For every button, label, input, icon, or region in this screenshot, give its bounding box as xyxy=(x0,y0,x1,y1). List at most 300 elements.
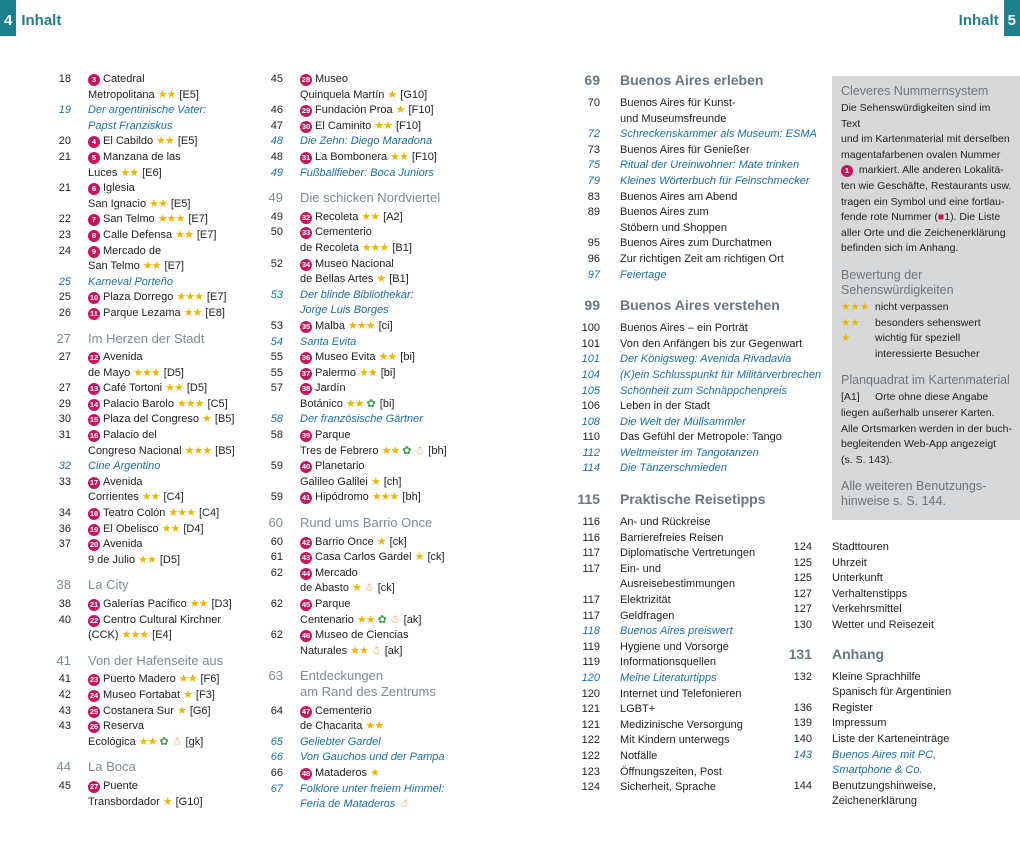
toc-entry xyxy=(570,321,820,337)
entry-label: de Abasto xyxy=(300,582,349,595)
toc-entry xyxy=(53,412,263,428)
map-grid-ref: [B5] xyxy=(215,444,235,457)
section-heading xyxy=(265,190,505,206)
page-number: 58 xyxy=(270,429,283,442)
toc-entry xyxy=(570,430,820,446)
entry-label: Teatro Colón xyxy=(103,507,166,520)
entry-label: Centenario xyxy=(300,613,354,626)
entry-label: Barrio Once xyxy=(315,535,374,548)
entry-text xyxy=(300,412,505,428)
entry-label: Die schicken Nordviertel xyxy=(300,190,441,206)
rating-stars: ★ xyxy=(369,766,379,779)
entry-text xyxy=(300,628,505,644)
entry-label: Luces xyxy=(88,166,118,179)
kids-icon: ☃ xyxy=(389,613,400,626)
sight-number-badge: 44 xyxy=(301,568,311,578)
toc-entry xyxy=(265,303,505,319)
page-number: 24 xyxy=(58,244,71,257)
rating-stars: ★ xyxy=(387,88,397,101)
rating-stars: ★★ xyxy=(165,382,183,395)
entry-label: Stadttouren xyxy=(832,541,889,553)
map-grid-ref: [E4] xyxy=(152,629,172,642)
toc-entry xyxy=(265,719,505,735)
info-box: Cleveres Nummernsystem Die Sehenswürdigkeiten sind im Text und im Kartenmaterial mit derselben magentafarbenen ovalen Nummer 1 markiert. Alle anderen Lokalitä- ten wie Geschäfte, Restaurants usw. tragen ein Symbol und eine fortlau- fende rote Nummer (■1). Die Liste aller Orte und die Zeichenerklärung befinden sich im Anhang. Bewertung der Sehenswürdigkeiten ★★★ nicht verpassen ★★ besonders sehenswert ★ wichtig für speziell interessierte Besucher Planquadrat im Kartenmaterial [A1] Orte ohne diese Angabe liegen außerhalb unserer Karten. Alle Ortsmarken werden in der buch- begleitenden Web-App angezeigt (s. S. 143). Alle weiteren Benutzungs-hinweise s. S. 144. xyxy=(832,76,1020,520)
entry-text xyxy=(88,412,263,428)
entry-text xyxy=(88,628,263,644)
sight-number-badge: 35 xyxy=(301,321,311,331)
entry-text xyxy=(300,166,505,182)
entry-label: Transbordador xyxy=(88,795,160,808)
entry-text xyxy=(300,241,505,257)
map-grid-ref: [ck] xyxy=(427,551,445,564)
toc-entry xyxy=(265,459,505,475)
page-number: 120 xyxy=(581,672,600,684)
entry-label: und Museumsfreunde xyxy=(620,112,727,125)
sight-number-badge: 24 xyxy=(89,690,99,700)
entry-label: Reserva xyxy=(103,720,144,733)
entry-text xyxy=(300,190,505,206)
toc-entry xyxy=(53,134,263,150)
entry-text xyxy=(88,88,263,104)
sight-number-badge: 32 xyxy=(301,212,311,222)
entry-label: Der Königsweg: Avenida Rivadavia xyxy=(620,353,792,366)
entry-text xyxy=(88,103,263,119)
page-number: 41 xyxy=(58,673,71,686)
toc-entry xyxy=(570,96,820,112)
section-heading xyxy=(782,646,1012,662)
right-page-title: Inhalt xyxy=(958,12,999,29)
entry-text xyxy=(300,103,505,119)
toc-entry xyxy=(53,197,263,213)
toc-entry xyxy=(53,628,263,644)
page-number: 38 xyxy=(56,577,71,593)
toc-entry xyxy=(782,587,1012,603)
entry-label: Puente xyxy=(103,779,138,792)
toc-entry xyxy=(53,672,263,688)
entry-label: Mit Kindern unterwegs xyxy=(620,734,730,747)
rating-stars: ★★ xyxy=(161,522,180,535)
entry-text xyxy=(88,366,263,382)
entry-label: Puerto Madero xyxy=(103,673,176,686)
map-grid-ref: [D3] xyxy=(211,598,232,610)
page-number: 52 xyxy=(270,257,283,270)
toc-entry xyxy=(265,782,505,798)
page-number: 66 xyxy=(270,751,283,764)
entry-text xyxy=(88,444,263,460)
page-number: 33 xyxy=(58,475,71,488)
toc-entry xyxy=(53,735,263,751)
rating-stars: ★★★ xyxy=(176,291,203,304)
toc-entry xyxy=(265,381,505,397)
entry-text xyxy=(300,150,505,166)
rating-stars: ★★ xyxy=(378,351,397,364)
toc-entry xyxy=(570,236,820,252)
rating-row xyxy=(841,300,1012,316)
rating-stars: ★★ xyxy=(374,119,392,132)
toc-entry xyxy=(570,415,820,431)
toc-entry xyxy=(265,735,505,751)
rating-stars: ★★ xyxy=(358,366,377,379)
sight-number-badge: 7 xyxy=(88,214,100,226)
entry-text xyxy=(300,257,505,273)
rating-stars xyxy=(841,347,875,363)
entry-label: Planetario xyxy=(315,460,365,473)
section-heading xyxy=(53,577,263,593)
red-number-icon: ■ xyxy=(937,211,945,224)
entry-label: Museo de Ciencias xyxy=(315,629,409,642)
toc-entry xyxy=(265,288,505,304)
rating-stars: ★★★ xyxy=(361,241,389,254)
toc-entry xyxy=(265,397,505,413)
entry-label: Fußballfieber: Boca Juniors xyxy=(300,166,434,179)
toc-entry xyxy=(265,766,505,782)
toc-entry xyxy=(265,490,505,506)
sight-number-badge: 25 xyxy=(89,706,99,716)
rating-stars: ★★ xyxy=(138,735,157,748)
entry-text xyxy=(88,397,263,413)
entry-text xyxy=(300,766,505,782)
section-heading xyxy=(570,297,820,313)
page-number: 70 xyxy=(587,97,600,109)
rating-stars: ★★ xyxy=(178,673,197,686)
entry-text xyxy=(88,275,263,291)
entry-label: Santa Evita xyxy=(300,335,357,348)
entry-label: Buenos Aires zum xyxy=(620,206,709,219)
page-number: 36 xyxy=(58,522,71,535)
entry-label: San Telmo xyxy=(88,260,140,273)
page-number: 119 xyxy=(582,656,600,669)
entry-text xyxy=(300,735,505,751)
page-number: 34 xyxy=(58,507,71,520)
rating-stars: ★★ xyxy=(175,228,193,241)
rating-stars: ★★ xyxy=(350,644,368,657)
section-heading xyxy=(265,515,505,531)
entry-label: Liste der Karteneinträge xyxy=(832,732,950,745)
sight-number-badge: 14 xyxy=(89,399,99,409)
entry-label: Calle Defensa xyxy=(103,228,173,241)
page-number: 127 xyxy=(793,587,812,600)
entry-label: Hygiene und Vorsorge xyxy=(620,640,729,653)
toc-entry xyxy=(570,515,820,531)
toc-entry xyxy=(53,704,263,720)
entry-label: Ausreisebestimmungen xyxy=(620,578,735,591)
toc-entry xyxy=(265,628,505,644)
entry-label: Von den Anfängen bis zur Gegenwart xyxy=(620,337,803,350)
toc-entry xyxy=(570,205,820,221)
sight-number-badge: 16 xyxy=(89,431,99,441)
toc-entry xyxy=(53,688,263,704)
entry-text xyxy=(88,688,263,704)
sight-number-badge: 3 xyxy=(88,74,100,86)
entry-text xyxy=(300,381,505,397)
entry-label: Mercado xyxy=(315,566,358,579)
rating-stars: ★★ xyxy=(390,150,408,163)
map-grid-ref: [C4] xyxy=(163,491,184,504)
toc-entry xyxy=(265,166,505,182)
toc-entry xyxy=(570,112,820,128)
entry-label: Jardín xyxy=(315,382,346,395)
entry-label: Unterkunft xyxy=(832,572,883,585)
info-text-numbering: Die Sehenswürdigkeiten sind im Text und im Kartenmaterial mit derselben magentafarbenen ovalen Nummer 1 markiert. Alle anderen Lokalitä- ten wie Geschäfte, Restaurants usw. tragen ein Symbol und eine fortlau- fende rote Nummer (■1). Die Liste aller Orte und die Zeichenerklärung befinden sich im Anhang. xyxy=(841,102,1012,255)
entry-label: Iglesia xyxy=(103,182,135,195)
entry-label: Folklore unter freiem Himmel: xyxy=(300,782,445,795)
entry-label: Benutzungshinweise, xyxy=(832,779,936,792)
rating-text: interessierte Besucher xyxy=(875,347,980,360)
toc-entry xyxy=(53,553,263,569)
entry-label: Jorge Luis Borges xyxy=(300,304,389,317)
page-number: 116 xyxy=(582,531,600,544)
sight-number-badge: 10 xyxy=(89,293,99,303)
toc-entry xyxy=(265,241,505,257)
page-number: 122 xyxy=(581,734,600,747)
entry-text xyxy=(300,515,505,531)
page-number: 79 xyxy=(587,174,600,187)
map-grid-ref: [E6] xyxy=(142,166,162,179)
rating-stars: ★★ xyxy=(138,553,156,566)
page-number: 110 xyxy=(582,431,600,444)
page-number: 101 xyxy=(581,353,600,366)
map-grid-ref: [F10] xyxy=(395,119,422,132)
sight-number-badge: 30 xyxy=(301,121,311,131)
rating-stars: ★★★ xyxy=(347,319,375,332)
toc-entry xyxy=(53,719,263,735)
kids-icon: ☃ xyxy=(398,798,409,811)
entry-label: Notfälle xyxy=(620,749,658,762)
toc-entry xyxy=(570,399,820,415)
entry-label: Der argentinische Vater: xyxy=(88,104,207,117)
entry-label: Von der Hafenseite aus xyxy=(88,652,224,668)
toc-entry xyxy=(53,72,263,88)
rating-stars: ★★ xyxy=(141,491,160,504)
toc-entry xyxy=(53,459,263,475)
map-grid-ref: [C5] xyxy=(207,397,228,410)
map-grid-ref: [E5] xyxy=(170,197,191,210)
toc-entry xyxy=(53,428,263,444)
sight-number-badge: 8 xyxy=(88,230,100,242)
entry-label: Barrierefreies Reisen xyxy=(620,531,724,544)
entry-text xyxy=(88,331,263,347)
toc-entry xyxy=(265,550,505,566)
nature-icon: ✿ xyxy=(159,735,169,748)
entry-text xyxy=(300,490,505,506)
page-number: 63 xyxy=(268,668,283,684)
entry-label: Casa Carlos Gardel xyxy=(315,551,412,564)
page-number: 59 xyxy=(270,491,283,504)
entry-text xyxy=(300,535,505,551)
page-number: 26 xyxy=(58,306,71,319)
section-heading xyxy=(570,72,820,88)
entry-label: La City xyxy=(88,577,129,593)
rating-stars: ★★ xyxy=(381,444,400,457)
page-number: 45 xyxy=(270,73,283,85)
toc-entry xyxy=(570,368,820,384)
toc-entry xyxy=(53,475,263,491)
toc-entry xyxy=(53,444,263,460)
map-grid-ref: [G10] xyxy=(400,88,428,101)
section-heading xyxy=(53,653,263,669)
rating-stars: ★ xyxy=(841,332,851,345)
sight-number-badge: 39 xyxy=(301,431,311,441)
page-number: 43 xyxy=(58,704,71,717)
entry-label: Zur richtigen Zeit am richtigen Ort xyxy=(620,252,784,265)
entry-label: Avenida xyxy=(103,538,143,551)
page-number: 46 xyxy=(270,104,283,117)
entry-label: Stöbern und Shoppen xyxy=(620,221,728,234)
page-number: 99 xyxy=(584,297,600,314)
toc-entry xyxy=(570,337,820,353)
sight-number-badge: 23 xyxy=(89,675,99,685)
entry-text xyxy=(88,350,263,366)
map-grid-ref: [A2] xyxy=(383,210,403,223)
sight-number-badge: 48 xyxy=(301,768,311,778)
rating-text: wichtig für speziell xyxy=(875,332,961,345)
sight-number-badge: 45 xyxy=(301,600,311,609)
page-number: 41 xyxy=(56,652,71,668)
map-grid-ref: [D4] xyxy=(183,522,204,535)
entry-text xyxy=(300,72,505,88)
map-grid-ref: [E5] xyxy=(179,88,199,101)
entry-label: Geliebter Gardel xyxy=(300,735,381,748)
entry-label: Tres de Febrero xyxy=(300,444,379,457)
sight-number-badge: 17 xyxy=(89,477,99,487)
page-number: 112 xyxy=(582,446,600,459)
entry-label: Schönheit zum Schnäppchenpreis xyxy=(620,384,787,397)
map-grid-ref: [bi] xyxy=(379,397,395,410)
entry-text xyxy=(300,134,505,150)
toc-entry xyxy=(265,272,505,288)
toc-entry xyxy=(782,779,1012,795)
rating-row xyxy=(841,347,1012,363)
toc-entry xyxy=(265,412,505,428)
entry-label: Museo Nacional xyxy=(315,257,394,270)
entry-text xyxy=(300,644,505,660)
sight-number-badge: 43 xyxy=(301,553,311,563)
page-number: 65 xyxy=(270,735,283,748)
sight-number-badge: 34 xyxy=(301,259,311,269)
rating-stars: ★ xyxy=(202,413,211,426)
page-number: 97 xyxy=(587,268,600,281)
toc-entry xyxy=(53,228,263,244)
entry-label: Geldfragen xyxy=(620,609,675,622)
sight-number-badge: 27 xyxy=(89,781,99,791)
page-number: 101 xyxy=(581,337,600,350)
entry-text xyxy=(88,259,263,275)
entry-label: Quinquela Martín xyxy=(300,88,385,101)
page-number: 55 xyxy=(270,366,283,379)
toc-entry xyxy=(570,268,820,284)
rating-stars: ★★ xyxy=(361,210,380,223)
info-heading-grid: Planquadrat im Kartenmaterial xyxy=(841,373,1010,388)
kids-icon: ☃ xyxy=(171,735,182,748)
map-grid-ref: [B1] xyxy=(389,273,409,286)
page-number: 21 xyxy=(58,182,71,195)
section-heading xyxy=(53,331,263,347)
sight-number-badge: 15 xyxy=(89,415,99,425)
page-number: 43 xyxy=(58,720,71,733)
toc-entry xyxy=(782,763,1012,779)
page-number: 54 xyxy=(270,335,283,348)
entry-text xyxy=(300,366,505,382)
map-grid-ref: [ak] xyxy=(384,644,403,657)
entry-text xyxy=(88,181,263,197)
entry-label: Buenos Aires mit PC, xyxy=(832,748,937,761)
map-grid-ref: [bi] xyxy=(380,366,396,379)
page-number: 72 xyxy=(587,128,600,141)
toc-entry xyxy=(265,257,505,273)
page-number: 136 xyxy=(793,701,812,714)
toc-entry xyxy=(782,602,1012,618)
entry-label: El Obelisco xyxy=(103,522,159,535)
toc-entry xyxy=(53,613,263,629)
entry-label: Cementerio xyxy=(315,704,372,717)
page-number: 73 xyxy=(587,143,600,156)
map-grid-ref: [E7] xyxy=(206,291,227,304)
sight-number-badge: 22 xyxy=(89,615,99,625)
page-number: 18 xyxy=(58,73,71,85)
page-number: 38 xyxy=(58,598,71,610)
toc-entry xyxy=(782,716,1012,732)
entry-label: Fundación Proa xyxy=(315,104,393,117)
entry-label: Museo xyxy=(315,73,349,85)
entry-label: Museo Evita xyxy=(315,351,376,364)
rating-stars: ★★★ xyxy=(841,300,870,313)
info-heading-rating: Bewertung der Sehenswürdigkeiten xyxy=(841,267,954,297)
page-number: 95 xyxy=(587,237,600,250)
page-number: 105 xyxy=(581,384,600,397)
page-number: 29 xyxy=(58,397,71,410)
entry-label: Buenos Aires für Kunst- xyxy=(620,97,736,109)
page-number: 89 xyxy=(587,206,600,219)
rating-stars: ★★★ xyxy=(168,507,195,520)
toc-entry xyxy=(782,685,1012,701)
entry-text xyxy=(88,490,263,506)
page-number: 121 xyxy=(581,718,600,731)
page-number: 131 xyxy=(788,645,812,662)
page-number: 108 xyxy=(581,415,600,428)
map-grid-ref: [ch] xyxy=(383,475,402,488)
page-number: 83 xyxy=(587,190,600,203)
page-number: 117 xyxy=(582,547,600,560)
rating-stars: ★ xyxy=(376,273,386,286)
entry-text xyxy=(88,134,263,150)
entry-text xyxy=(300,319,505,335)
entry-text xyxy=(88,428,263,444)
page-number: 123 xyxy=(581,765,600,778)
left-page-title: Inhalt xyxy=(21,12,62,29)
entry-label: Buenos Aires am Abend xyxy=(620,190,738,203)
entry-label: Naturales xyxy=(300,644,348,657)
kids-icon: ☃ xyxy=(414,444,425,457)
entry-text xyxy=(300,782,505,798)
toc-column-4 xyxy=(782,540,1012,810)
entry-text xyxy=(88,475,263,491)
entry-label: Corrientes xyxy=(88,491,139,504)
toc-entry xyxy=(265,134,505,150)
sight-number-badge: 12 xyxy=(89,353,99,363)
sight-number-badge: 19 xyxy=(89,524,99,534)
entry-label: Avenida xyxy=(103,351,143,364)
section-title: Praktische Reisetipps xyxy=(620,491,766,508)
page-number: 50 xyxy=(270,226,283,239)
map-grid-ref: [E7] xyxy=(164,260,185,273)
toc-entry xyxy=(570,446,820,462)
entry-text xyxy=(88,290,263,306)
left-page-number: 4 xyxy=(0,0,16,36)
toc-entry xyxy=(53,597,263,613)
entry-text xyxy=(88,577,263,593)
section-title: Buenos Aires erleben xyxy=(620,72,764,88)
sight-number-badge: 4 xyxy=(88,136,100,148)
